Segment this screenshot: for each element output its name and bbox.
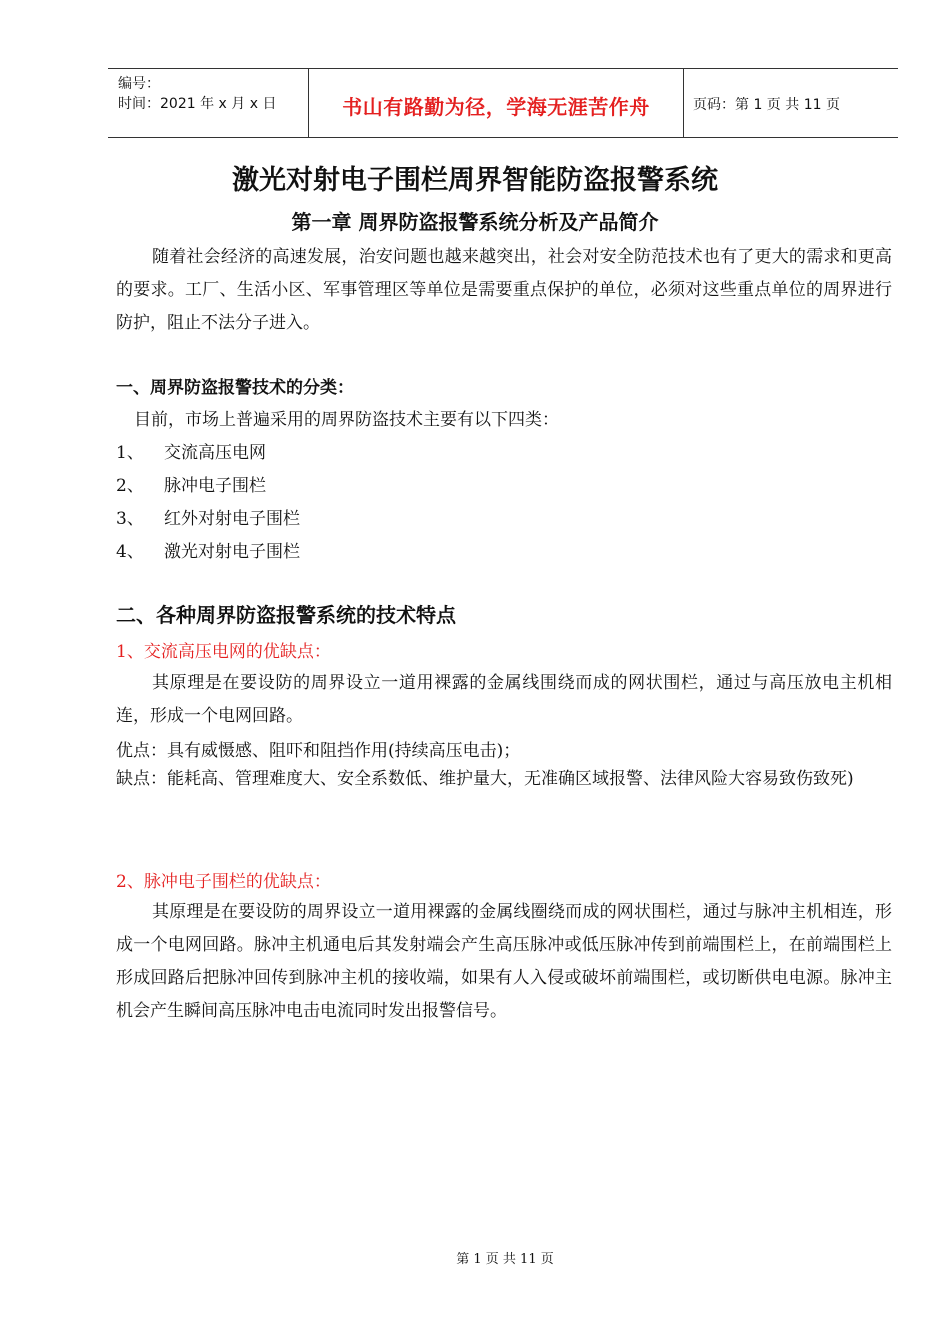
header-motto-cell bbox=[308, 69, 684, 137]
subsection2-heading: 2、脉冲电子围栏的优缺点： bbox=[116, 872, 331, 892]
cons-text: 缺点：能耗高、管理难度大、安全系数低、维护量大，无准确区域报警、法律风险大容易致伤致死) bbox=[116, 769, 854, 789]
list-item-text: 脉冲电子围栏 bbox=[164, 476, 266, 496]
header-right-cell bbox=[683, 69, 898, 137]
list-item bbox=[116, 471, 266, 496]
number-label: 编号： bbox=[118, 76, 160, 92]
section1-heading: 一、周界防盗报警技术的分类： bbox=[116, 378, 354, 398]
motto-text: 书山有路勤为径，学海无涯苦作舟 bbox=[342, 95, 650, 119]
document-header bbox=[108, 68, 898, 138]
pros-text: 优点：具有威慑感、阻吓和阻挡作用(持续高压电击)； bbox=[116, 741, 521, 761]
header-left-cell bbox=[108, 69, 308, 137]
document-title: 激光对射电子围栏周界智能防盗报警系统 bbox=[232, 165, 718, 196]
page-footer: 第 1 页 共 11 页 bbox=[456, 1252, 554, 1267]
chapter-heading: 第一章 周界防盗报警系统分析及产品简介 bbox=[291, 210, 659, 234]
list-item-number: 4、 bbox=[116, 542, 144, 562]
list-item-number: 1、 bbox=[116, 443, 144, 463]
list-item-text: 红外对射电子围栏 bbox=[164, 509, 300, 529]
list-item-text: 交流高压电网 bbox=[164, 443, 266, 463]
subsection1-body: 其原理是在要设防的周界设立一道用裸露的金属线围绕而成的网状围栏，通过与高压放电主机相连，形成一个电网回路。 bbox=[116, 673, 892, 726]
list-item-number: 3、 bbox=[116, 509, 144, 529]
page-info: 页码：第 1 页 共 11 页 bbox=[693, 97, 840, 113]
list-item-number: 2、 bbox=[116, 476, 144, 496]
section1-lead: 目前，市场上普遍采用的周界防盗技术主要有以下四类： bbox=[134, 410, 559, 430]
intro-paragraph: 随着社会经济的高速发展，治安问题也越来越突出，社会对安全防范技术也有了更大的需求和更高的要求。工厂、生活小区、军事管理区等单位是需要重点保护的单位，必须对这些重点单位的周界进行防护，阻止不法分子进入。 bbox=[116, 247, 892, 333]
time-label: 时间：2021 年 x 月 x 日 bbox=[118, 96, 277, 112]
list-item bbox=[116, 438, 266, 463]
section2-heading: 二、各种周界防盗报警系统的技术特点 bbox=[116, 603, 456, 627]
list-item bbox=[116, 504, 300, 529]
subsection2-body: 其原理是在要设防的周界设立一道用裸露的金属线圈绕而成的网状围栏，通过与脉冲主机相连，形成一个电网回路。脉冲主机通电后其发射端会产生高压脉冲或低压脉冲传到前端围栏上，在前端围栏上形成回路后把脉冲回传到脉冲主机的接收端，如果有人入侵或破坏前端围栏，或切断供电电源。脉冲主机会产生瞬间高压脉冲电击电流同时发出报警信号。 bbox=[116, 902, 892, 1021]
subsection1-heading: 1、交流高压电网的优缺点： bbox=[116, 642, 331, 662]
list-item bbox=[116, 537, 300, 562]
list-item-text: 激光对射电子围栏 bbox=[164, 542, 300, 562]
